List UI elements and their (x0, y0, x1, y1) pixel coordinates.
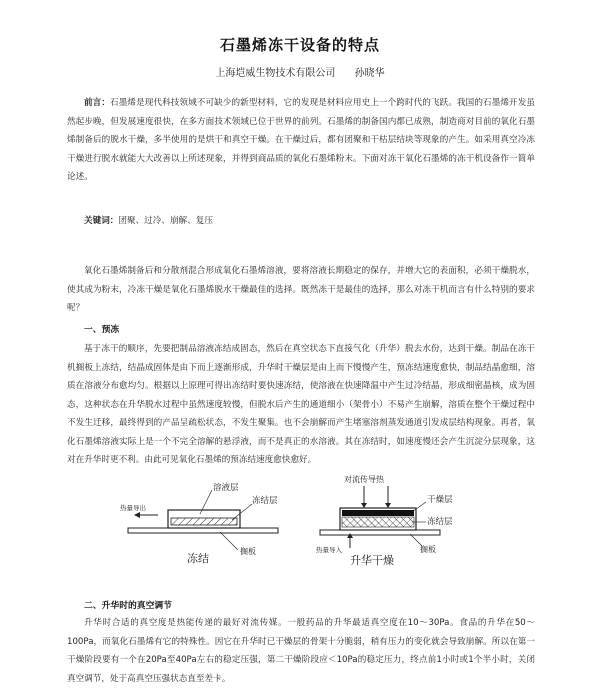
right-shelf (320, 530, 440, 535)
keywords-text: 团聚、过冷、崩解、复压 (118, 216, 213, 226)
left-frozen-layer (171, 518, 237, 525)
right-label-heat: 热量导入 (316, 546, 342, 554)
keywords-line (84, 214, 213, 226)
left-label-shelf: 搁板 (240, 547, 256, 556)
right-label-radiation: 对流传导热 (344, 475, 384, 484)
left-caption: 冻结 (187, 552, 209, 565)
left-shelf (128, 528, 278, 533)
sublimation-diagram (316, 474, 453, 567)
section-heading-vacuum: 二、升华时的真空调节 (84, 601, 172, 611)
right-label-frozen: 冻结层 (427, 517, 453, 527)
byline (0, 64, 600, 79)
left-label-solution: 溶液层 (213, 483, 239, 493)
body-paragraph-1: 氧化石墨烯制备后和分散剂混合形成氧化石墨烯溶液，要将溶液长期稳定的保存，并增大它的表面积，必须干燥脱水，使其成为粉末，冷冻干燥是氧化石墨烯脱水干燥最佳的选择。既然冻干是最佳的选择，那么对冻干机而言有什么特别的要求呢？ (67, 266, 535, 313)
right-label-dry: 干燥层 (427, 495, 453, 505)
body-paragraph-precooling: 基于冻干的顺序，先要把制品溶液冻结成固态，然后在真空状态下直接气化（升华）脱去水份，达到干燥。制品在冻干机搁板上冻结，结晶成固体是由下而上逐渐形成，升华时干燥层是由上而下慢慢产生，预冻结速度愈快，制品结晶愈细，溶质在溶液分布愈均匀。根据以上原理可得出冻结时要快速冻结，使溶液在快速降温中产生过冷结晶，形成细密晶核，成为固态，这种状态在升华脱水过程中虽然速度较慢，但脱水后产生的通道细小（架骨小）不易产生崩解，溶质在整个干燥过程中不发生迁移，最终得到的产品呈疏松状态，不发生聚集。也不会崩解而产生堵塞溶剂蒸发通道引发成层结构现象。再者，氧化石墨烯溶液实际上是一个不完全溶解的悬浮液，而不是真正的水溶液。其在冻结时，如速度慢还会产生沉淀分层现象，这对在升华时更不利。由此可见氧化石墨烯的预冻结速度愈快愈好。 (67, 344, 535, 465)
intro-label: 前言： (84, 98, 111, 108)
body-paragraph-vacuum: 升华时合适的真空度是热能传递的最好对流传媒。一般药品的升华最适真空度在10～30Pa。食品的升华在50～100Pa，而氧化石墨烯有它的特殊性。因它在升华时已干燥层的骨架十分脆弱，稍有压力的变化就会导致崩解。所以在第一干燥阶段要有一个在20Pa至40Pa左右的稳定压强，第二干燥阶段应＜10Pa的稳定压力，终点前1小时或1个半小时，关闭真空调节，处于高真空压强状态直至差卡。 (67, 618, 535, 684)
right-dry-layer (342, 510, 414, 516)
left-label-frozen: 冻结层 (252, 496, 278, 506)
section-heading-precooling: 一、预冻 (84, 325, 120, 335)
company-name: 上海垲威生物技术有限公司 (215, 68, 336, 79)
right-label-shelf: 搁板 (420, 545, 436, 554)
intro-paragraph (67, 94, 535, 187)
left-label-heat: 热量导出 (120, 504, 146, 512)
page-title: 石墨烯冻干设备的特点 (219, 36, 380, 54)
author-name: 孙晓华 (354, 68, 385, 79)
right-caption: 升华干燥 (350, 554, 394, 567)
freezing-diagram (120, 482, 278, 565)
intro-text: 石墨烯是现代科技领域不可缺少的新型材料，它的发现是材料应用史上一个跨时代的飞跃。我国的石墨烯开发虽然起步晚，但发展速度很快，在多方面技术领域已位于世界的前列。石墨烯的制备国内都已成熟，制造商对目前的氧化石墨烯制备后的脱水干燥，多半使用的是烘干和真空干燥。在干燥过后，都有团聚和干枯层结块等现象的产生。如采用真空冷冻干燥进行脱水就能大大改善以上所述现象，并得到商品质的氧化石墨烯粉末。下面对冻干氧化石墨烯的冻干机设备作一简单论述。 (67, 98, 535, 182)
keywords-label: 关键词： (84, 216, 119, 226)
freeze-drying-figure (0, 470, 600, 570)
